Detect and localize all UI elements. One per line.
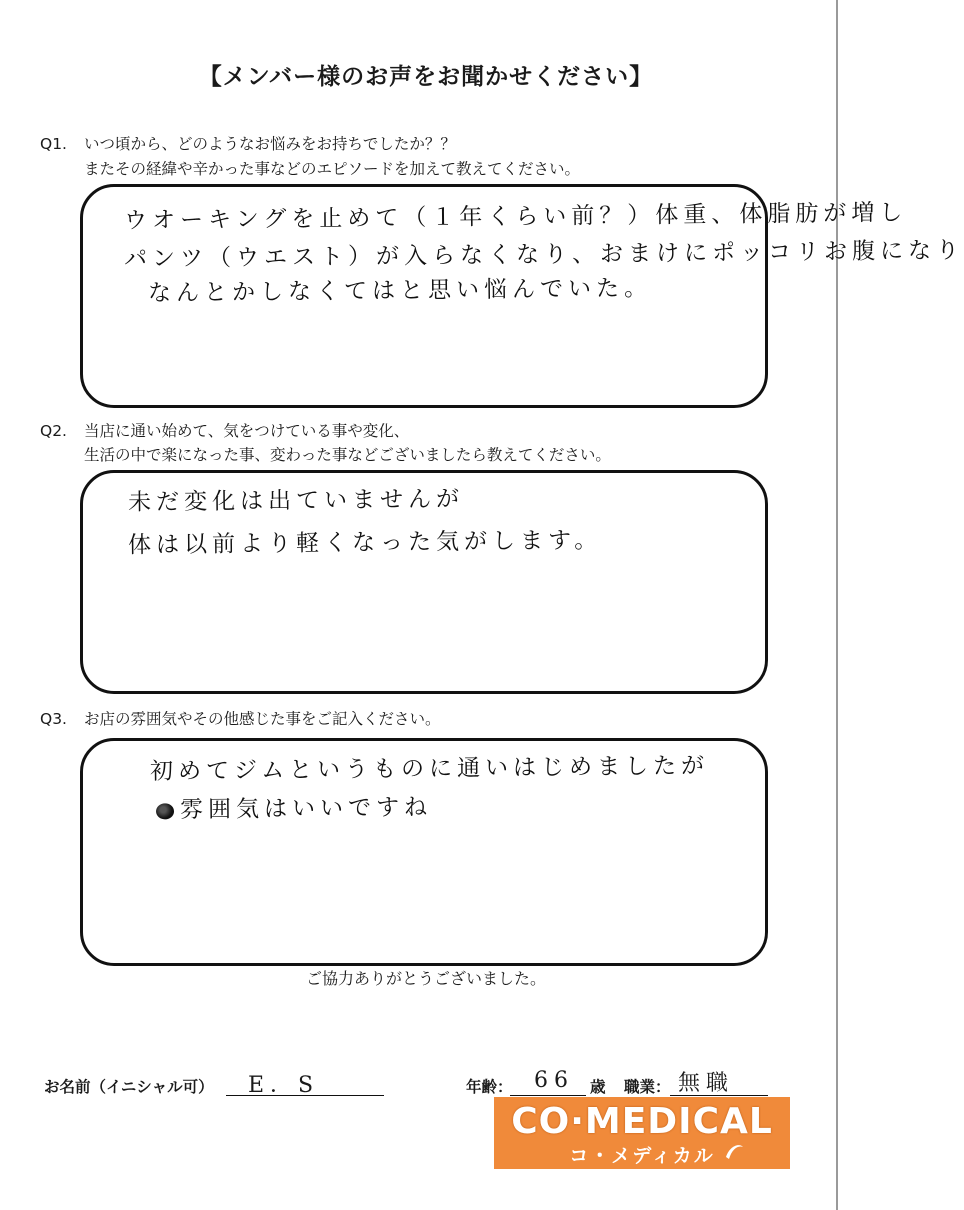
logo-swoosh-icon bbox=[722, 1139, 746, 1163]
age-unit: 歳 bbox=[590, 1078, 606, 1096]
age-underline bbox=[510, 1095, 586, 1096]
q2-line-2: 生活の中で楽になった事、変わった事などございましたら教えてください。 bbox=[84, 446, 611, 464]
q1-line-1: Q1. いつ頃から、どのようなお悩みをお持ちでしたか？？ bbox=[40, 135, 456, 153]
q2-answer-line-2: 体は以前より軽くなった気がします。 bbox=[127, 527, 603, 559]
logo-sub-text: コ・メディカル bbox=[569, 1145, 715, 1167]
q3-number: Q3. bbox=[40, 710, 67, 728]
q1-answer-line-1: ウオーキングを止めて（１年くらい前？）体重、体脂肪が増し bbox=[123, 199, 908, 235]
page-title: 【メンバー様のお声をお聞かせください】 bbox=[198, 64, 654, 90]
age-value: 66 bbox=[534, 1068, 574, 1093]
co-medical-logo bbox=[494, 1097, 790, 1169]
page-edge bbox=[836, 0, 838, 1210]
scribble-mark bbox=[156, 803, 174, 819]
job-label: 職業： bbox=[624, 1078, 671, 1096]
q3-answer-line-2: 雰囲気はいいですね bbox=[156, 789, 432, 825]
q1-answer-line-2: パンツ（ウエスト）が入らなくなり、おまけにポッコリお腹になり bbox=[123, 237, 964, 273]
q1-line-2: またその経緯や辛かった事などのエピソードを加えて教えてください。 bbox=[84, 160, 581, 178]
q2-answer-line-1: 未だ変化は出ていませんが bbox=[127, 486, 465, 516]
job-value: 無職 bbox=[678, 1071, 735, 1096]
name-value: E．S bbox=[248, 1073, 320, 1098]
logo-main-text: CO·MEDICAL bbox=[511, 1101, 773, 1142]
q2-number: Q2. bbox=[40, 422, 67, 440]
q3-answer-line-1: 初めてジムというものに通いはじめましたが bbox=[149, 753, 710, 785]
age-label: 年齢： bbox=[466, 1078, 513, 1096]
thanks-message: ご協力ありがとうございました。 bbox=[305, 969, 546, 988]
q2-line-1: Q2. 当店に通い始めて、気をつけている事や変化、 bbox=[40, 422, 410, 440]
q1-number: Q1. bbox=[40, 135, 67, 153]
name-label: お名前（イニシャル可） bbox=[44, 1078, 214, 1096]
q1-answer-line-3: なんとかしなくてはと思い悩んでいた。 bbox=[147, 275, 653, 307]
q3-line-1: Q3. お店の雰囲気やその他感じた事をご記入ください。 bbox=[40, 710, 441, 728]
